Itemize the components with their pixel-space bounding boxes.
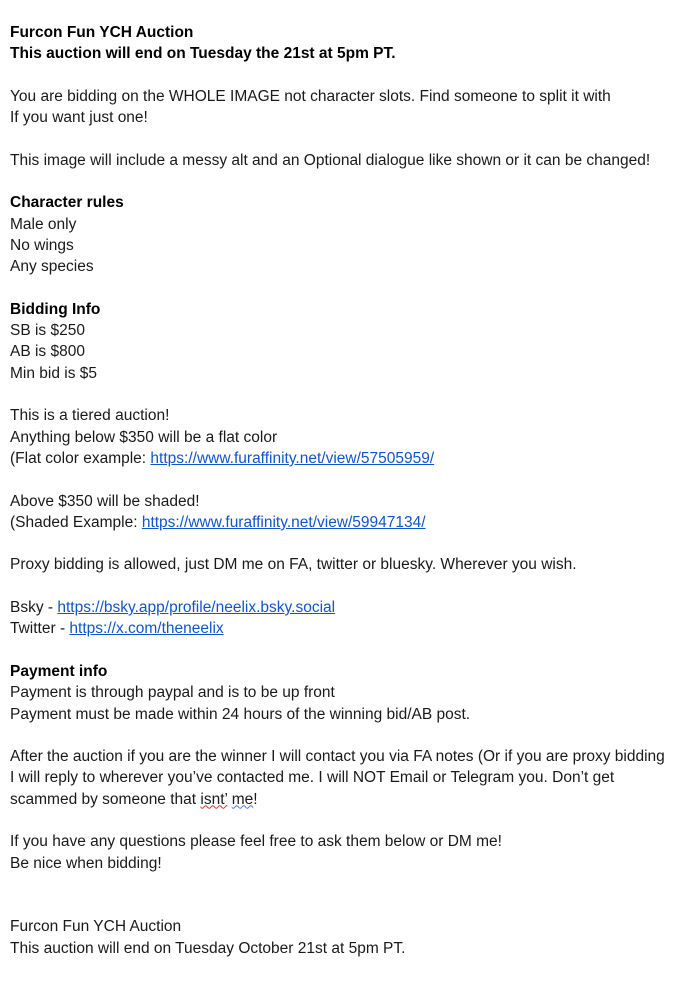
character-rules-heading: Character rules	[10, 194, 124, 212]
bidding-info-heading: Bidding Info	[10, 300, 101, 318]
payment-info-heading: Payment info	[10, 662, 108, 680]
be-nice-text: Be nice when bidding!	[10, 854, 162, 872]
twitter-line	[10, 618, 696, 639]
proxy-bidding-text: Proxy bidding is allowed, just DM me on FA, twitter or bluesky. Wherever you wish.	[10, 556, 577, 574]
payment-method: Payment is through paypal and is to be up front	[10, 684, 335, 702]
footer-title: Furcon Fun YCH Auction	[10, 918, 182, 936]
spelling-flagged-word: isnt’	[200, 790, 228, 808]
shaded-tier-text: Above $350 will be shaded!	[10, 492, 200, 510]
shaded-example-line	[10, 512, 696, 533]
shaded-example-label: (Shaded Example:	[10, 513, 142, 531]
shaded-example-link[interactable]: https://www.furaffinity.net/view/59947134/	[141, 513, 426, 531]
spacer	[10, 128, 696, 149]
spacer	[10, 469, 696, 490]
footer-end-notice: This auction will end on Tuesday October 21st at 5pm PT.	[10, 939, 406, 957]
grammar-flagged-word: me	[231, 790, 254, 808]
spacer	[10, 65, 696, 86]
spacer	[10, 533, 696, 554]
spacer	[10, 895, 696, 916]
scam-warning-text: scammed by someone that	[10, 790, 201, 808]
spacer	[10, 171, 696, 192]
scam-warning-end: !	[253, 790, 258, 808]
character-rule-item: Male only	[10, 215, 77, 233]
flat-example-label: (Flat color example:	[10, 449, 151, 467]
bsky-line	[10, 597, 696, 618]
character-rule-item: Any species	[10, 258, 94, 276]
spacer	[10, 810, 696, 831]
spacer	[10, 725, 696, 746]
whole-image-notice-continued: If you want just one!	[10, 109, 148, 127]
spacer	[10, 640, 696, 661]
image-includes-text: This image will include a messy alt and an Optional dialogue like shown or it can be changed!	[10, 151, 651, 169]
starting-bid: SB is $250	[10, 322, 85, 340]
questions-text: If you have any questions please feel free to ask them below or DM me!	[10, 833, 502, 851]
payment-deadline: Payment must be made within 24 hours of the winning bid/AB post.	[10, 705, 471, 723]
tiered-auction-intro: This is a tiered auction!	[10, 407, 170, 425]
document-title: Furcon Fun YCH Auction	[10, 24, 194, 41]
character-rule-item: No wings	[10, 236, 74, 254]
spacer	[10, 278, 696, 299]
bsky-link[interactable]: https://bsky.app/profile/neelix.bsky.social	[57, 599, 336, 617]
min-bid-increment: Min bid is $5	[10, 364, 98, 382]
spacer	[10, 384, 696, 405]
twitter-label: Twitter -	[10, 620, 70, 638]
bsky-label: Bsky -	[10, 599, 58, 617]
after-auction-text: After the auction if you are the winner I will contact you via FA notes (Or if you are proxy bidding	[10, 748, 665, 766]
document-body	[10, 22, 696, 959]
whole-image-notice: You are bidding on the WHOLE IMAGE not character slots. Find someone to split it with	[10, 87, 611, 105]
flat-tier-text: Anything below $350 will be a flat color	[10, 428, 278, 446]
spacer	[10, 874, 696, 895]
scam-warning-line	[10, 789, 696, 810]
autobuy-price: AB is $800	[10, 343, 85, 361]
flat-example-link[interactable]: https://www.furaffinity.net/view/57505959/	[150, 449, 435, 467]
after-auction-text-continued: I will reply to wherever you’ve contacted me. I will NOT Email or Telegram you. Don’t get	[10, 769, 615, 787]
spacer	[10, 576, 696, 597]
flat-example-line	[10, 448, 696, 469]
twitter-link[interactable]: https://x.com/theneelix	[69, 620, 224, 638]
auction-end-notice: This auction will end on Tuesday the 21st at 5pm PT.	[10, 45, 396, 63]
